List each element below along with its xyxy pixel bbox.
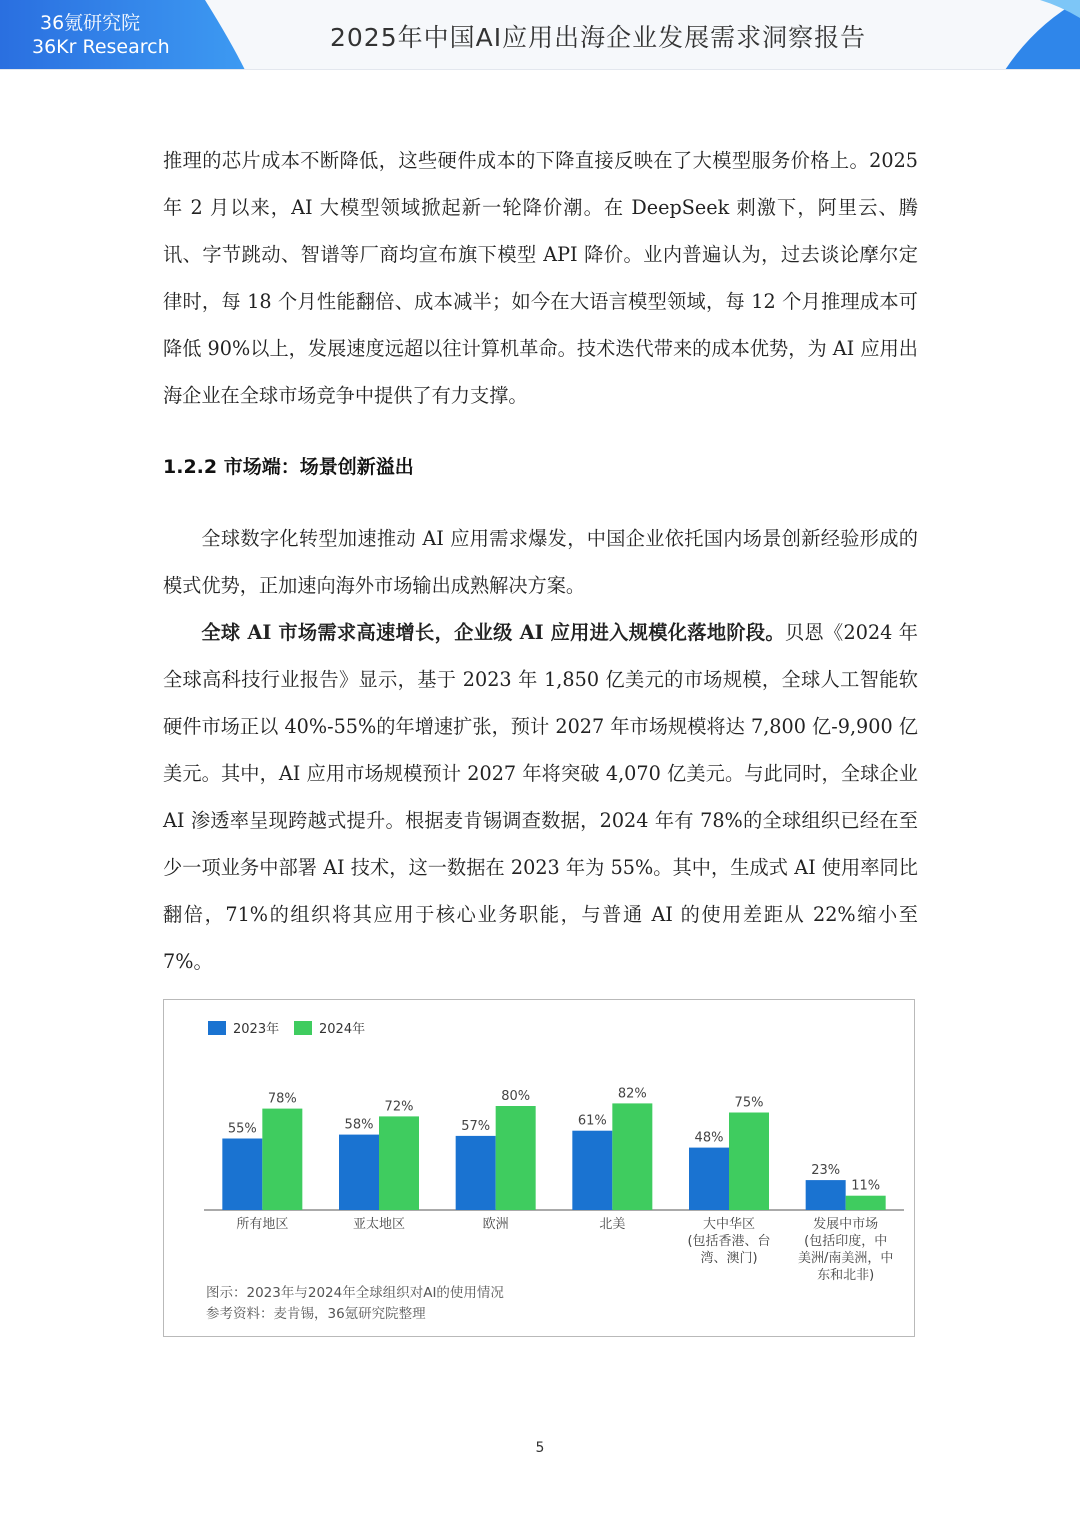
legend-swatch-1	[294, 1021, 312, 1035]
category-label-5-2: 美洲/南美洲，中	[797, 1251, 894, 1266]
bar-1-1	[379, 1116, 419, 1210]
data-label-1-5: 11%	[851, 1178, 881, 1194]
data-label-1-0: 78%	[267, 1091, 297, 1107]
data-label-1-4: 75%	[734, 1095, 764, 1111]
legend-label-0: 2023年	[233, 1022, 280, 1037]
category-label-5-1: (包括印度，中	[804, 1234, 888, 1249]
section-heading: 1.2.2 市场端：场景创新溢出	[163, 456, 414, 478]
chart-source: 参考资料：麦肯锡，36氪研究院整理	[206, 1306, 426, 1322]
bar-1-4	[729, 1113, 769, 1211]
category-label-5-0: 发展中市场	[813, 1217, 879, 1232]
data-label-0-3: 61%	[577, 1113, 607, 1129]
category-label-4-1: (包括香港、台	[687, 1234, 771, 1249]
paragraph-demand	[163, 609, 918, 985]
category-label-4-2: 湾、澳门)	[700, 1251, 758, 1266]
brand-name-cn: 36氪研究院	[40, 12, 141, 34]
paragraph-market-text: 全球数字化转型加速推动 AI 应用需求爆发，中国企业依托国内场景创新经验形成的模式优势，正加速向海外市场输出成熟解决方案。	[163, 527, 918, 597]
chart-title: 图示：2023年与2024年全球组织对AI的使用情况	[206, 1285, 504, 1301]
bar-0-0	[222, 1139, 262, 1211]
corner-decoration	[995, 0, 1080, 70]
bar-0-1	[339, 1135, 379, 1210]
data-label-0-5: 23%	[811, 1163, 841, 1179]
data-label-1-1: 72%	[384, 1099, 414, 1115]
page-header	[0, 0, 1080, 70]
report-title: 2025年中国AI应用出海企业发展需求洞察报告	[330, 23, 867, 52]
brand-name-en: 36Kr Research	[32, 36, 170, 58]
data-label-1-3: 82%	[617, 1086, 647, 1102]
bar-1-3	[612, 1103, 652, 1210]
bar-1-2	[496, 1106, 536, 1210]
legend-label-1: 2024年	[319, 1022, 366, 1037]
legend-swatch-0	[208, 1021, 226, 1035]
bar-0-3	[572, 1131, 612, 1210]
bar-1-5	[846, 1196, 886, 1210]
paragraph-cost-text: 推理的芯片成本不断降低，这些硬件成本的下降直接反映在了大模型服务价格上。2025 年 2 月以来，AI 大模型领域掀起新一轮降价潮。在 DeepSeek 刺激下，阿里云、腾讯、字节跳动、智谱等厂商均宣布旗下模型 API 降价。业内普遍认为，过去谈论摩尔定律时，每 18 个月性能翻倍、成本减半；如今在大语言模型领域，每 12 个月推理成本可降低 90%以上，发展速度远超以往计算机革命。技术迭代带来的成本优势，为 AI 应用出海企业在全球市场竞争中提供了有力支撑。	[163, 149, 918, 407]
bar-0-2	[456, 1136, 496, 1210]
category-label-4-0: 大中华区	[702, 1217, 756, 1232]
paragraph-demand-text	[163, 609, 918, 985]
category-label-0-0: 所有地区	[236, 1217, 289, 1232]
bar-0-4	[689, 1148, 729, 1210]
paragraph-demand-lead: 全球 AI 市场需求高速增长，企业级 AI 应用进入规模化落地阶段。	[201, 621, 785, 644]
paragraph-demand-body: 贝恩《2024 年全球高科技行业报告》显示，基于 2023 年 1,850 亿美元的市场规模，全球人工智能软硬件市场正以 40%-55%的年增速扩张，预计 2027 年市场规模将达 7,800 亿-9,900 亿美元。其中，AI 应用市场规模预计 2027 年将突破 4,070 亿美元。与此同时，全球企业 AI 渗透率呈现跨越式提升。根据麦肯锡调查数据，2024 年有 78%的全球组织已经在至少一项业务中部署 AI 技术，这一数据在 2023 年为 55%。其中，生成式 AI 使用率同比翻倍，71%的组织将其应用于核心业务职能，与普通 AI 的使用差距从 22%缩小至 7%。	[163, 621, 918, 973]
data-label-1-2: 80%	[501, 1089, 531, 1104]
paragraph-market	[163, 515, 918, 609]
header-divider	[0, 69, 1080, 70]
category-label-2-0: 欧洲	[482, 1217, 509, 1232]
ai-usage-chart	[163, 999, 915, 1337]
data-label-0-2: 57%	[461, 1118, 491, 1134]
bar-1-0	[262, 1109, 302, 1210]
data-label-0-1: 58%	[344, 1117, 374, 1133]
paragraph-cost	[163, 137, 918, 419]
page-number: 5	[535, 1440, 545, 1456]
category-label-3-0: 北美	[599, 1217, 626, 1232]
bar-0-5	[806, 1180, 846, 1210]
category-label-1-0: 亚太地区	[352, 1217, 406, 1232]
data-label-0-0: 55%	[227, 1121, 257, 1137]
data-label-0-4: 48%	[694, 1130, 724, 1146]
category-label-5-3: 东和北非)	[817, 1268, 875, 1283]
